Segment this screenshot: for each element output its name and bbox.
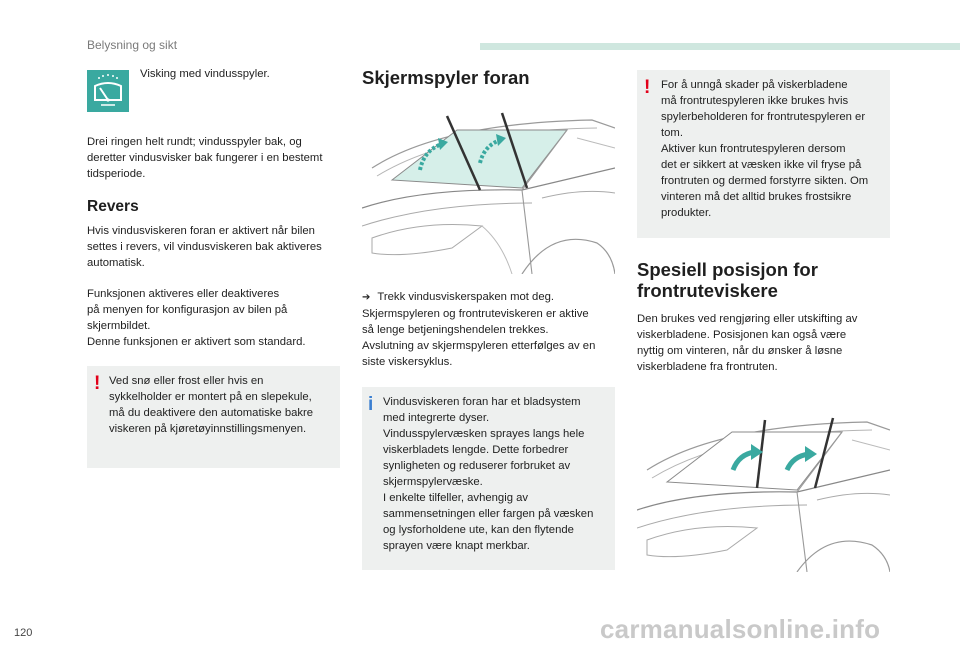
info-box-blade-system — [362, 387, 615, 570]
rear-wiper-washer-icon — [87, 70, 129, 112]
warning-text: Ved snø eller frost eller hvis en sykkelholder er montert på en slepekule, må du deaktivere den automatiske bakre viskeren på kjøretøyinnstillingsmenyen. — [109, 375, 314, 435]
info-icon: i — [368, 394, 374, 415]
intro-paragraph: Drei ringen helt rundt; vindusspyler bak, og deretter vindusvisker bak fungerer i en bestemt tidsperiode. — [87, 136, 323, 180]
exclamation-icon: ! — [94, 373, 101, 394]
front-washer-illustration — [362, 108, 615, 274]
exclamation-icon: ! — [644, 77, 651, 98]
section-title: Belysning og sikt — [87, 38, 178, 52]
windscreen-washer-heading: Skjermspyler foran — [362, 67, 530, 88]
wiper-service-position-illustration — [637, 410, 890, 572]
info-text: Vindusviskeren foran har et bladsystem med integrerte dyser. Vindusspylervæsken sprayes langs hele viskerbladets lengde. Dette forbedrer synligheten og reduserer forbruket av skjermspylervæske. I enkelte tilfeller, avhengig av sammensetningen eller fargen på væsken og lysforholdene ute, kan den flytende sprayen være knapt merkbar. — [383, 396, 594, 552]
header-bar — [480, 43, 960, 50]
warning-box-snow — [87, 366, 340, 468]
watermark: carmanualsonline.info — [600, 614, 881, 644]
warning-box-washer — [637, 70, 890, 238]
revers-paragraph-1: Hvis vindusviskeren foran er aktivert når bilen settes i revers, vil vindusviskeren bak aktiveres automatisk. — [87, 225, 322, 269]
special-position-body: Den brukes ved rengjøring eller utskifting av viskerbladene. Posisjonen kan også være nyttig om vinteren, når du ønsker å løsne viskerbladene fra frontruten. — [637, 313, 858, 373]
revers-heading: Revers — [87, 198, 139, 215]
special-position-heading: Spesiell posisjon for frontruteviskere — [637, 259, 818, 301]
washer-warning-text: For å unngå skader på viskerbladene må frontrutespyleren ikke brukes hvis spylerbeholderen for frontrutespyleren er tom. Aktiver kun frontrutespyleren dersom det er sikkert at væsken ikke vil fryse på frontruten og dermed forstyrre sikten. Om vinteren må det alltid brukes frostsikre produkter. — [661, 79, 869, 219]
washer-instruction: ➔ Trekk vindusviskerspaken mot deg. Skjermspyleren og frontruteviskeren er aktive så lenge betjeningshendelen trekkes. Avslutning av skjermspyleren etterfølges av en siste viskersyklus. — [362, 291, 596, 368]
arrow-bullet-icon: ➔ — [362, 292, 371, 303]
revers-paragraph-2: Funksjonen aktiveres eller deaktiveres på menyen for konfigurasjon av bilen på skjermbildet. Denne funksjonen er aktivert som standard. — [87, 288, 306, 348]
icon-caption: Visking med vindusspyler. — [140, 68, 270, 80]
page-number: 120 — [14, 627, 33, 639]
